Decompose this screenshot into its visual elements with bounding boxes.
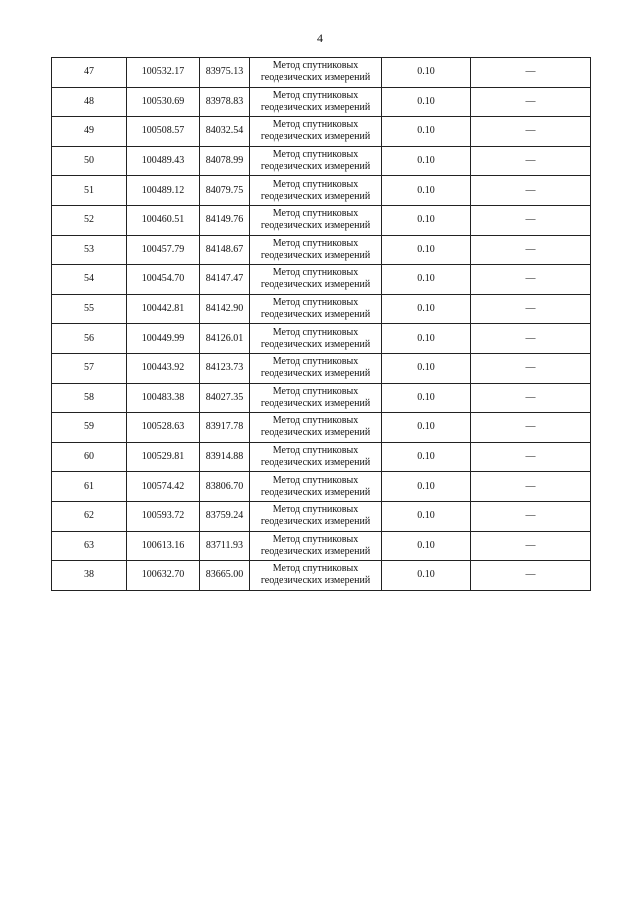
method-line-2: геодезических измерений (260, 220, 371, 232)
x-coordinate-cell: 100460.51 (127, 205, 200, 235)
note-cell (471, 87, 591, 117)
method-line-2: геодезических измерений (260, 516, 371, 528)
method-line-1: Метод спутниковых (272, 208, 359, 220)
note-dash: — (525, 391, 536, 403)
point-number-cell: 59 (52, 413, 127, 443)
table-row (52, 501, 591, 531)
method-cell (250, 205, 382, 235)
method-cell (250, 472, 382, 502)
note-cell (471, 442, 591, 472)
method-line-1: Метод спутниковых (272, 445, 359, 457)
table-row (52, 472, 591, 502)
note-dash: — (525, 214, 536, 226)
note-dash: — (525, 421, 536, 433)
point-number-cell: 47 (52, 58, 127, 88)
x-coordinate-cell: 100574.42 (127, 472, 200, 502)
method-cell (250, 561, 382, 591)
x-coordinate-cell: 100632.70 (127, 561, 200, 591)
note-cell (471, 117, 591, 147)
y-coordinate-cell: 84149.76 (200, 205, 250, 235)
point-number-cell: 53 (52, 235, 127, 265)
table-row (52, 176, 591, 206)
method-cell (250, 531, 382, 561)
method-cell (250, 383, 382, 413)
table-row (52, 146, 591, 176)
method-cell (250, 87, 382, 117)
table-row (52, 531, 591, 561)
point-number-cell: 50 (52, 146, 127, 176)
method-line-2: геодезических измерений (260, 101, 371, 113)
point-number-cell: 38 (52, 561, 127, 591)
method-line-1: Метод спутниковых (272, 89, 359, 101)
method-line-2: геодезических измерений (260, 309, 371, 321)
method-line-1: Метод спутниковых (272, 149, 359, 161)
note-cell (471, 561, 591, 591)
note-cell (471, 58, 591, 88)
point-number-cell: 51 (52, 176, 127, 206)
method-line-2: геодезических измерений (260, 397, 371, 409)
accuracy-cell: 0.10 (382, 531, 471, 561)
note-cell (471, 235, 591, 265)
note-dash: — (525, 569, 536, 581)
accuracy-cell: 0.10 (382, 87, 471, 117)
note-dash: — (525, 243, 536, 255)
point-number-cell: 54 (52, 265, 127, 295)
accuracy-cell: 0.10 (382, 176, 471, 206)
y-coordinate-cell: 84142.90 (200, 294, 250, 324)
coordinates-table-body (52, 58, 591, 591)
x-coordinate-cell: 100442.81 (127, 294, 200, 324)
x-coordinate-cell: 100449.99 (127, 324, 200, 354)
x-coordinate-cell: 100489.12 (127, 176, 200, 206)
method-line-2: геодезических измерений (260, 249, 371, 261)
table-row (52, 561, 591, 591)
note-cell (471, 531, 591, 561)
accuracy-cell: 0.10 (382, 383, 471, 413)
x-coordinate-cell: 100530.69 (127, 87, 200, 117)
method-cell (250, 235, 382, 265)
table-row (52, 413, 591, 443)
point-number-cell: 63 (52, 531, 127, 561)
method-cell (250, 324, 382, 354)
method-line-2: геодезических измерений (260, 161, 371, 173)
point-number-cell: 49 (52, 117, 127, 147)
accuracy-cell: 0.10 (382, 146, 471, 176)
table-row (52, 58, 591, 88)
method-line-2: геодезических измерений (260, 190, 371, 202)
y-coordinate-cell: 84123.73 (200, 353, 250, 383)
method-line-2: геодезических измерений (260, 338, 371, 350)
accuracy-cell: 0.10 (382, 265, 471, 295)
accuracy-cell: 0.10 (382, 205, 471, 235)
accuracy-cell: 0.10 (382, 442, 471, 472)
table-row (52, 353, 591, 383)
method-cell (250, 294, 382, 324)
y-coordinate-cell: 84027.35 (200, 383, 250, 413)
method-line-2: геодезических измерений (260, 72, 371, 84)
accuracy-cell: 0.10 (382, 117, 471, 147)
note-cell (471, 383, 591, 413)
x-coordinate-cell: 100457.79 (127, 235, 200, 265)
method-line-1: Метод спутниковых (272, 237, 359, 249)
note-dash: — (525, 303, 536, 315)
table-row (52, 205, 591, 235)
method-cell (250, 442, 382, 472)
x-coordinate-cell: 100489.43 (127, 146, 200, 176)
x-coordinate-cell: 100508.57 (127, 117, 200, 147)
note-cell (471, 294, 591, 324)
note-dash: — (525, 273, 536, 285)
y-coordinate-cell: 83975.13 (200, 58, 250, 88)
note-dash: — (525, 362, 536, 374)
note-cell (471, 265, 591, 295)
note-cell (471, 413, 591, 443)
method-line-2: геодезических измерений (260, 486, 371, 498)
y-coordinate-cell: 83917.78 (200, 413, 250, 443)
method-cell (250, 353, 382, 383)
note-cell (471, 501, 591, 531)
method-line-1: Метод спутниковых (272, 297, 359, 309)
note-dash: — (525, 451, 536, 463)
point-number-cell: 55 (52, 294, 127, 324)
method-cell (250, 146, 382, 176)
note-cell (471, 472, 591, 502)
accuracy-cell: 0.10 (382, 353, 471, 383)
note-dash: — (525, 184, 536, 196)
note-cell (471, 146, 591, 176)
accuracy-cell: 0.10 (382, 294, 471, 324)
table-row (52, 383, 591, 413)
method-line-2: геодезических измерений (260, 545, 371, 557)
y-coordinate-cell: 84126.01 (200, 324, 250, 354)
table-row (52, 87, 591, 117)
method-line-1: Метод спутниковых (272, 504, 359, 516)
table-row (52, 235, 591, 265)
note-dash: — (525, 66, 536, 78)
coordinates-table (51, 57, 591, 591)
x-coordinate-cell: 100529.81 (127, 442, 200, 472)
table-row (52, 294, 591, 324)
y-coordinate-cell: 84079.75 (200, 176, 250, 206)
point-number-cell: 62 (52, 501, 127, 531)
method-line-2: геодезических измерений (260, 457, 371, 469)
note-dash: — (525, 95, 536, 107)
x-coordinate-cell: 100528.63 (127, 413, 200, 443)
method-line-2: геодезических измерений (260, 368, 371, 380)
x-coordinate-cell: 100454.70 (127, 265, 200, 295)
table-row (52, 117, 591, 147)
accuracy-cell: 0.10 (382, 501, 471, 531)
x-coordinate-cell: 100613.16 (127, 531, 200, 561)
method-line-1: Метод спутниковых (272, 415, 359, 427)
x-coordinate-cell: 100443.92 (127, 353, 200, 383)
x-coordinate-cell: 100532.17 (127, 58, 200, 88)
note-dash: — (525, 332, 536, 344)
method-line-1: Метод спутниковых (272, 533, 359, 545)
accuracy-cell: 0.10 (382, 235, 471, 265)
method-line-1: Метод спутниковых (272, 356, 359, 368)
y-coordinate-cell: 84147.47 (200, 265, 250, 295)
note-cell (471, 205, 591, 235)
point-number-cell: 57 (52, 353, 127, 383)
method-line-2: геодезических измерений (260, 427, 371, 439)
y-coordinate-cell: 83914.88 (200, 442, 250, 472)
note-cell (471, 176, 591, 206)
method-cell (250, 265, 382, 295)
x-coordinate-cell: 100593.72 (127, 501, 200, 531)
method-line-1: Метод спутниковых (272, 563, 359, 575)
y-coordinate-cell: 83665.00 (200, 561, 250, 591)
note-cell (471, 324, 591, 354)
method-line-2: геодезических измерений (260, 131, 371, 143)
point-number-cell: 60 (52, 442, 127, 472)
table-row (52, 265, 591, 295)
method-line-2: геодезических измерений (260, 575, 371, 587)
method-line-1: Метод спутниковых (272, 60, 359, 72)
method-cell (250, 176, 382, 206)
y-coordinate-cell: 84032.54 (200, 117, 250, 147)
x-coordinate-cell: 100483.38 (127, 383, 200, 413)
method-line-1: Метод спутниковых (272, 178, 359, 190)
y-coordinate-cell: 83806.70 (200, 472, 250, 502)
note-dash: — (525, 155, 536, 167)
note-dash: — (525, 125, 536, 137)
note-cell (471, 353, 591, 383)
note-dash: — (525, 510, 536, 522)
point-number-cell: 58 (52, 383, 127, 413)
method-cell (250, 117, 382, 147)
method-cell (250, 413, 382, 443)
point-number-cell: 56 (52, 324, 127, 354)
method-line-1: Метод спутниковых (272, 474, 359, 486)
point-number-cell: 61 (52, 472, 127, 502)
accuracy-cell: 0.10 (382, 561, 471, 591)
note-dash: — (525, 480, 536, 492)
method-line-2: геодезических измерений (260, 279, 371, 291)
method-cell (250, 58, 382, 88)
accuracy-cell: 0.10 (382, 58, 471, 88)
accuracy-cell: 0.10 (382, 413, 471, 443)
y-coordinate-cell: 83978.83 (200, 87, 250, 117)
point-number-cell: 48 (52, 87, 127, 117)
point-number-cell: 52 (52, 205, 127, 235)
y-coordinate-cell: 83711.93 (200, 531, 250, 561)
page-number: 4 (317, 31, 323, 45)
table-row (52, 324, 591, 354)
method-line-1: Метод спутниковых (272, 267, 359, 279)
accuracy-cell: 0.10 (382, 324, 471, 354)
table-row (52, 442, 591, 472)
method-cell (250, 501, 382, 531)
method-line-1: Метод спутниковых (272, 326, 359, 338)
note-dash: — (525, 539, 536, 551)
y-coordinate-cell: 84078.99 (200, 146, 250, 176)
y-coordinate-cell: 84148.67 (200, 235, 250, 265)
method-line-1: Метод спутниковых (272, 119, 359, 131)
accuracy-cell: 0.10 (382, 472, 471, 502)
y-coordinate-cell: 83759.24 (200, 501, 250, 531)
method-line-1: Метод спутниковых (272, 385, 359, 397)
